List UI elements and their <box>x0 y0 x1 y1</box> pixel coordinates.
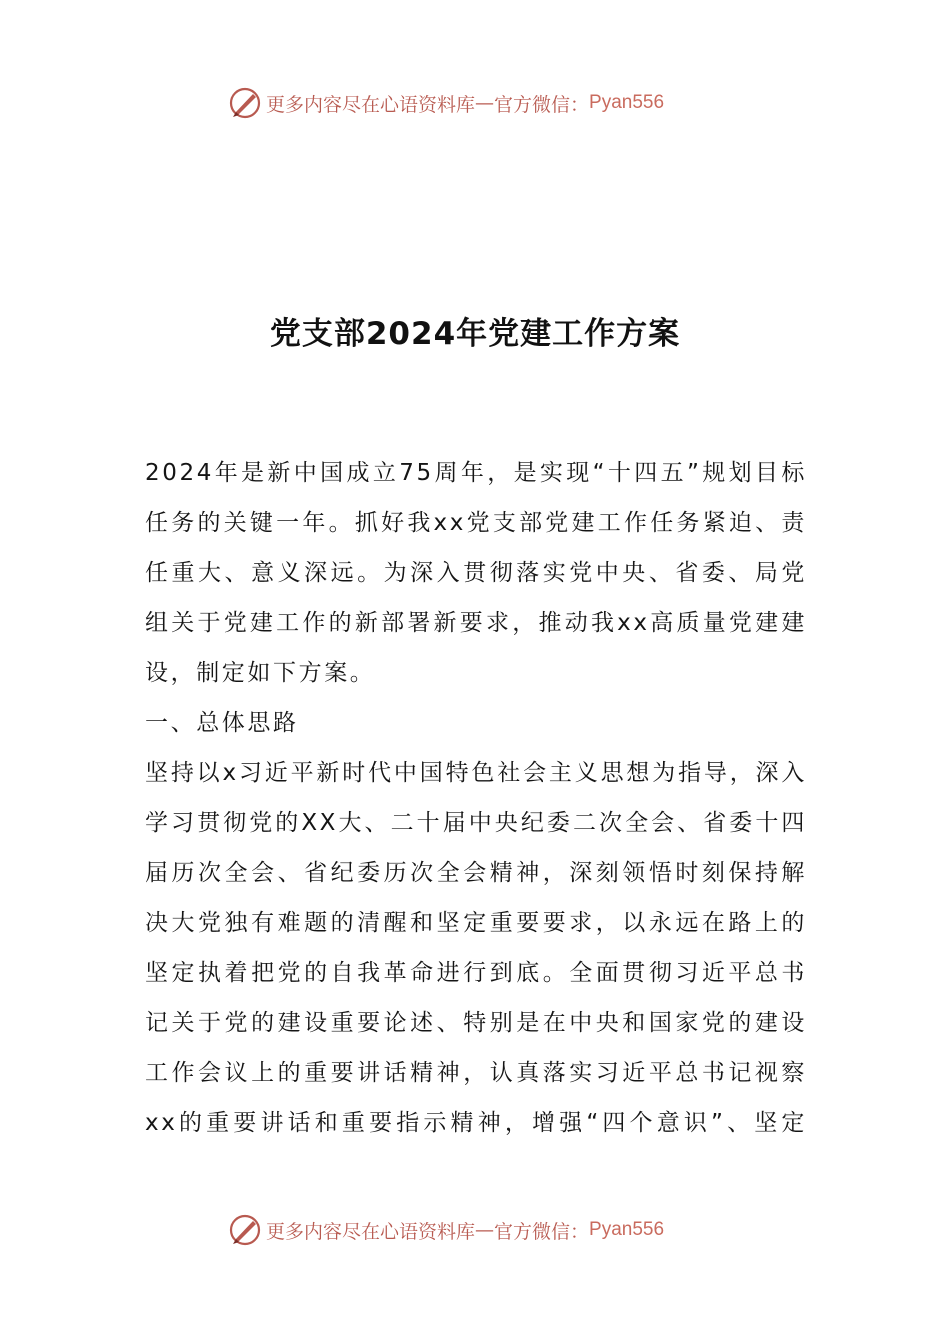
body-line: 设，制定如下方案。 <box>145 660 376 686</box>
body-line: 决大党独有难题的清醒和坚定重要要求，以永远在路上的 <box>145 910 807 936</box>
document-title: 党支部2024年党建工作方案 <box>269 316 681 352</box>
body-line: 任重大、意义深远。为深入贯彻落实党中央、省委、局党 <box>145 560 807 586</box>
watermark-text: 更多内容尽在心语资料库 <box>266 1220 476 1243</box>
body-line: 2024年是新中国成立75周年，是实现“十四五”规划目标 <box>145 460 807 486</box>
body-line: 工作会议上的重要讲话精神，认真落实习近平总书记视察 <box>145 1060 807 1086</box>
pen-logo-icon <box>228 86 262 120</box>
watermark-wechat-id: Pyan556 <box>589 92 665 113</box>
pen-logo-icon <box>228 1213 262 1247</box>
body-line: 任务的关键一年。抓好我xx党支部党建工作任务紧迫、责 <box>145 510 807 536</box>
watermark-wechat-label: 官方微信： <box>494 93 590 116</box>
watermark-wechat-label: 官方微信： <box>494 1220 590 1243</box>
body-line: 坚定执着把党的自我革命进行到底。全面贯彻习近平总书 <box>145 960 807 986</box>
body-line: 学习贯彻党的XX大、二十届中央纪委二次全会、省委十四 <box>145 810 807 836</box>
document-body <box>145 448 807 1148</box>
watermark-dash: — <box>475 1219 495 1241</box>
section-heading: 一、总体思路 <box>145 710 299 736</box>
body-line: 组关于党建工作的新部署新要求，推动我xx高质量党建建 <box>145 610 807 636</box>
body-line: xx的重要讲话和重要指示精神，增强“四个意识”、坚定 <box>145 1110 807 1136</box>
body-line: 届历次全会、省纪委历次全会精神，深刻领悟时刻保持解 <box>145 860 807 886</box>
header-watermark <box>228 83 748 123</box>
footer-watermark <box>228 1210 748 1250</box>
watermark-text: 更多内容尽在心语资料库 <box>266 93 476 116</box>
watermark-wechat-id: Pyan556 <box>589 1219 665 1240</box>
watermark-dash: — <box>475 92 495 114</box>
body-line: 坚持以x习近平新时代中国特色社会主义思想为指导，深入 <box>145 760 807 786</box>
body-line: 记关于党的建设重要论述、特别是在中央和国家党的建设 <box>145 1010 807 1036</box>
